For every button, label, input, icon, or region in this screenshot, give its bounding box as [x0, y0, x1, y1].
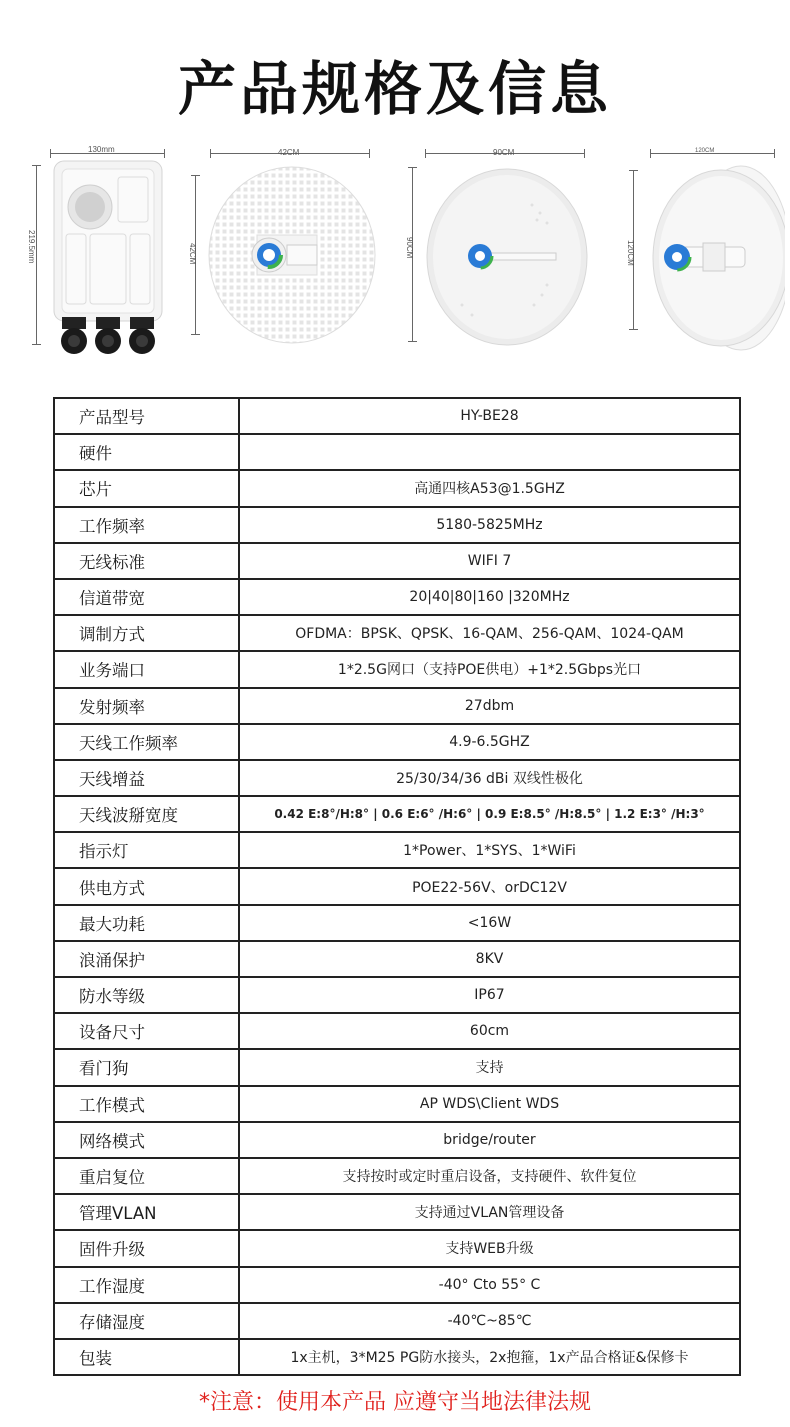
spec-value: 20|40|80|160 |320MHz	[239, 579, 740, 615]
spec-key: 设备尺寸	[54, 1013, 239, 1049]
spec-value	[239, 434, 740, 470]
table-row	[54, 796, 740, 832]
spec-value: 4.9-6.5GHZ	[239, 724, 740, 760]
spec-key: 工作湿度	[54, 1267, 239, 1303]
table-row	[54, 1194, 740, 1230]
spec-key: 看门狗	[54, 1049, 239, 1085]
grid-antenna-width-label: 42CM	[278, 148, 300, 157]
table-row	[54, 868, 740, 904]
dish-120-width-label: 120CM	[695, 148, 715, 154]
spec-key: 存储湿度	[54, 1303, 239, 1339]
table-row	[54, 832, 740, 868]
spec-key: 无线标准	[54, 543, 239, 579]
spec-value: 1*Power、1*SYS、1*WiFi	[239, 832, 740, 868]
spec-value: AP WDS\Client WDS	[239, 1086, 740, 1122]
spec-key: 供电方式	[54, 868, 239, 904]
spec-value: 1x主机，3*M25 PG防水接头，2x抱箍，1x产品合格证&保修卡	[239, 1339, 740, 1375]
spec-value: 支持通过VLAN管理设备	[239, 1194, 740, 1230]
spec-key: 管理VLAN	[54, 1194, 239, 1230]
spec-value: OFDMA：BPSK、QPSK、16-QAM、256-QAM、1024-QAM	[239, 615, 740, 651]
table-row	[54, 1049, 740, 1085]
spec-key: 天线工作频率	[54, 724, 239, 760]
spec-value: POE22-56V、orDC12V	[239, 868, 740, 904]
spec-key: 指示灯	[54, 832, 239, 868]
grid-antenna-image	[185, 145, 385, 355]
spec-value: -40° Cto 55° C	[239, 1267, 740, 1303]
spec-table	[53, 397, 741, 1376]
spec-value: WIFI 7	[239, 543, 740, 579]
spec-key: 信道带宽	[54, 579, 239, 615]
dish-120-drawing	[643, 163, 785, 358]
spec-value: bridge/router	[239, 1122, 740, 1158]
table-row	[54, 688, 740, 724]
table-row	[54, 615, 740, 651]
spec-key: 业务端口	[54, 651, 239, 687]
spec-key: 天线波掰宽度	[54, 796, 239, 832]
spec-key: 调制方式	[54, 615, 239, 651]
dish-90-width-label: 90CM	[493, 148, 515, 157]
table-row	[54, 470, 740, 506]
table-row	[54, 760, 740, 796]
table-row	[54, 1267, 740, 1303]
spec-key: 浪涌保护	[54, 941, 239, 977]
table-row	[54, 1303, 740, 1339]
table-row	[54, 579, 740, 615]
spec-key: 发射频率	[54, 688, 239, 724]
spec-value: 25/30/34/36 dBi 双线性极化	[239, 760, 740, 796]
main-unit-drawing	[48, 159, 168, 359]
spec-key: 芯片	[54, 470, 239, 506]
spec-value: 支持WEB升级	[239, 1230, 740, 1266]
spec-key: 最大功耗	[54, 905, 239, 941]
spec-key: 包装	[54, 1339, 239, 1375]
spec-key: 工作模式	[54, 1086, 239, 1122]
spec-value: <16W	[239, 905, 740, 941]
spec-key: 工作频率	[54, 507, 239, 543]
spec-value: 0.42 E:8°/H:8° | 0.6 E:6° /H:6° | 0.9 E:8.5° /H:8.5° | 1.2 E:3° /H:3°	[239, 796, 740, 832]
legal-notice: *注意：使用本产品 应遵守当地法律法规	[199, 1390, 591, 1415]
spec-key: 产品型号	[54, 398, 239, 434]
spec-key: 重启复位	[54, 1158, 239, 1194]
table-row	[54, 1158, 740, 1194]
page-title: 产品规格及信息	[177, 55, 612, 123]
spec-value: 5180-5825MHz	[239, 507, 740, 543]
table-row	[54, 398, 740, 434]
dish-120-image	[615, 145, 785, 360]
spec-value: 27dbm	[239, 688, 740, 724]
dish-90-image	[400, 145, 595, 355]
spec-value: HY-BE28	[239, 398, 740, 434]
spec-value: 8KV	[239, 941, 740, 977]
table-row	[54, 941, 740, 977]
spec-key: 固件升级	[54, 1230, 239, 1266]
table-row	[54, 1122, 740, 1158]
table-row	[54, 1086, 740, 1122]
main-unit-image	[20, 145, 170, 360]
table-row	[54, 905, 740, 941]
dish-90-height-label: 90CM	[405, 237, 414, 259]
spec-key: 硬件	[54, 434, 239, 470]
table-row	[54, 977, 740, 1013]
spec-key: 网络模式	[54, 1122, 239, 1158]
table-row	[54, 434, 740, 470]
spec-value: 1*2.5G网口（支持POE供电）+1*2.5Gbps光口	[239, 651, 740, 687]
table-row	[54, 724, 740, 760]
main-unit-width-label: 130mm	[88, 145, 115, 154]
spec-key: 防水等级	[54, 977, 239, 1013]
spec-key: 天线增益	[54, 760, 239, 796]
grid-antenna-drawing	[207, 165, 377, 345]
table-row	[54, 1013, 740, 1049]
spec-value: 支持	[239, 1049, 740, 1085]
table-row	[54, 1339, 740, 1375]
table-row	[54, 651, 740, 687]
spec-value: 高通四核A53@1.5GHZ	[239, 470, 740, 506]
grid-antenna-height-label: 42CM	[188, 243, 197, 265]
main-unit-height-label: 219.5mm	[27, 230, 36, 264]
table-row	[54, 543, 740, 579]
table-row	[54, 1230, 740, 1266]
spec-value: 60cm	[239, 1013, 740, 1049]
dish-120-height-label: 120CM	[626, 240, 635, 266]
spec-value: IP67	[239, 977, 740, 1013]
spec-value: 支持按时或定时重启设备，支持硬件、软件复位	[239, 1158, 740, 1194]
spec-value: -40℃~85℃	[239, 1303, 740, 1339]
table-row	[54, 507, 740, 543]
dish-90-drawing	[422, 165, 592, 350]
